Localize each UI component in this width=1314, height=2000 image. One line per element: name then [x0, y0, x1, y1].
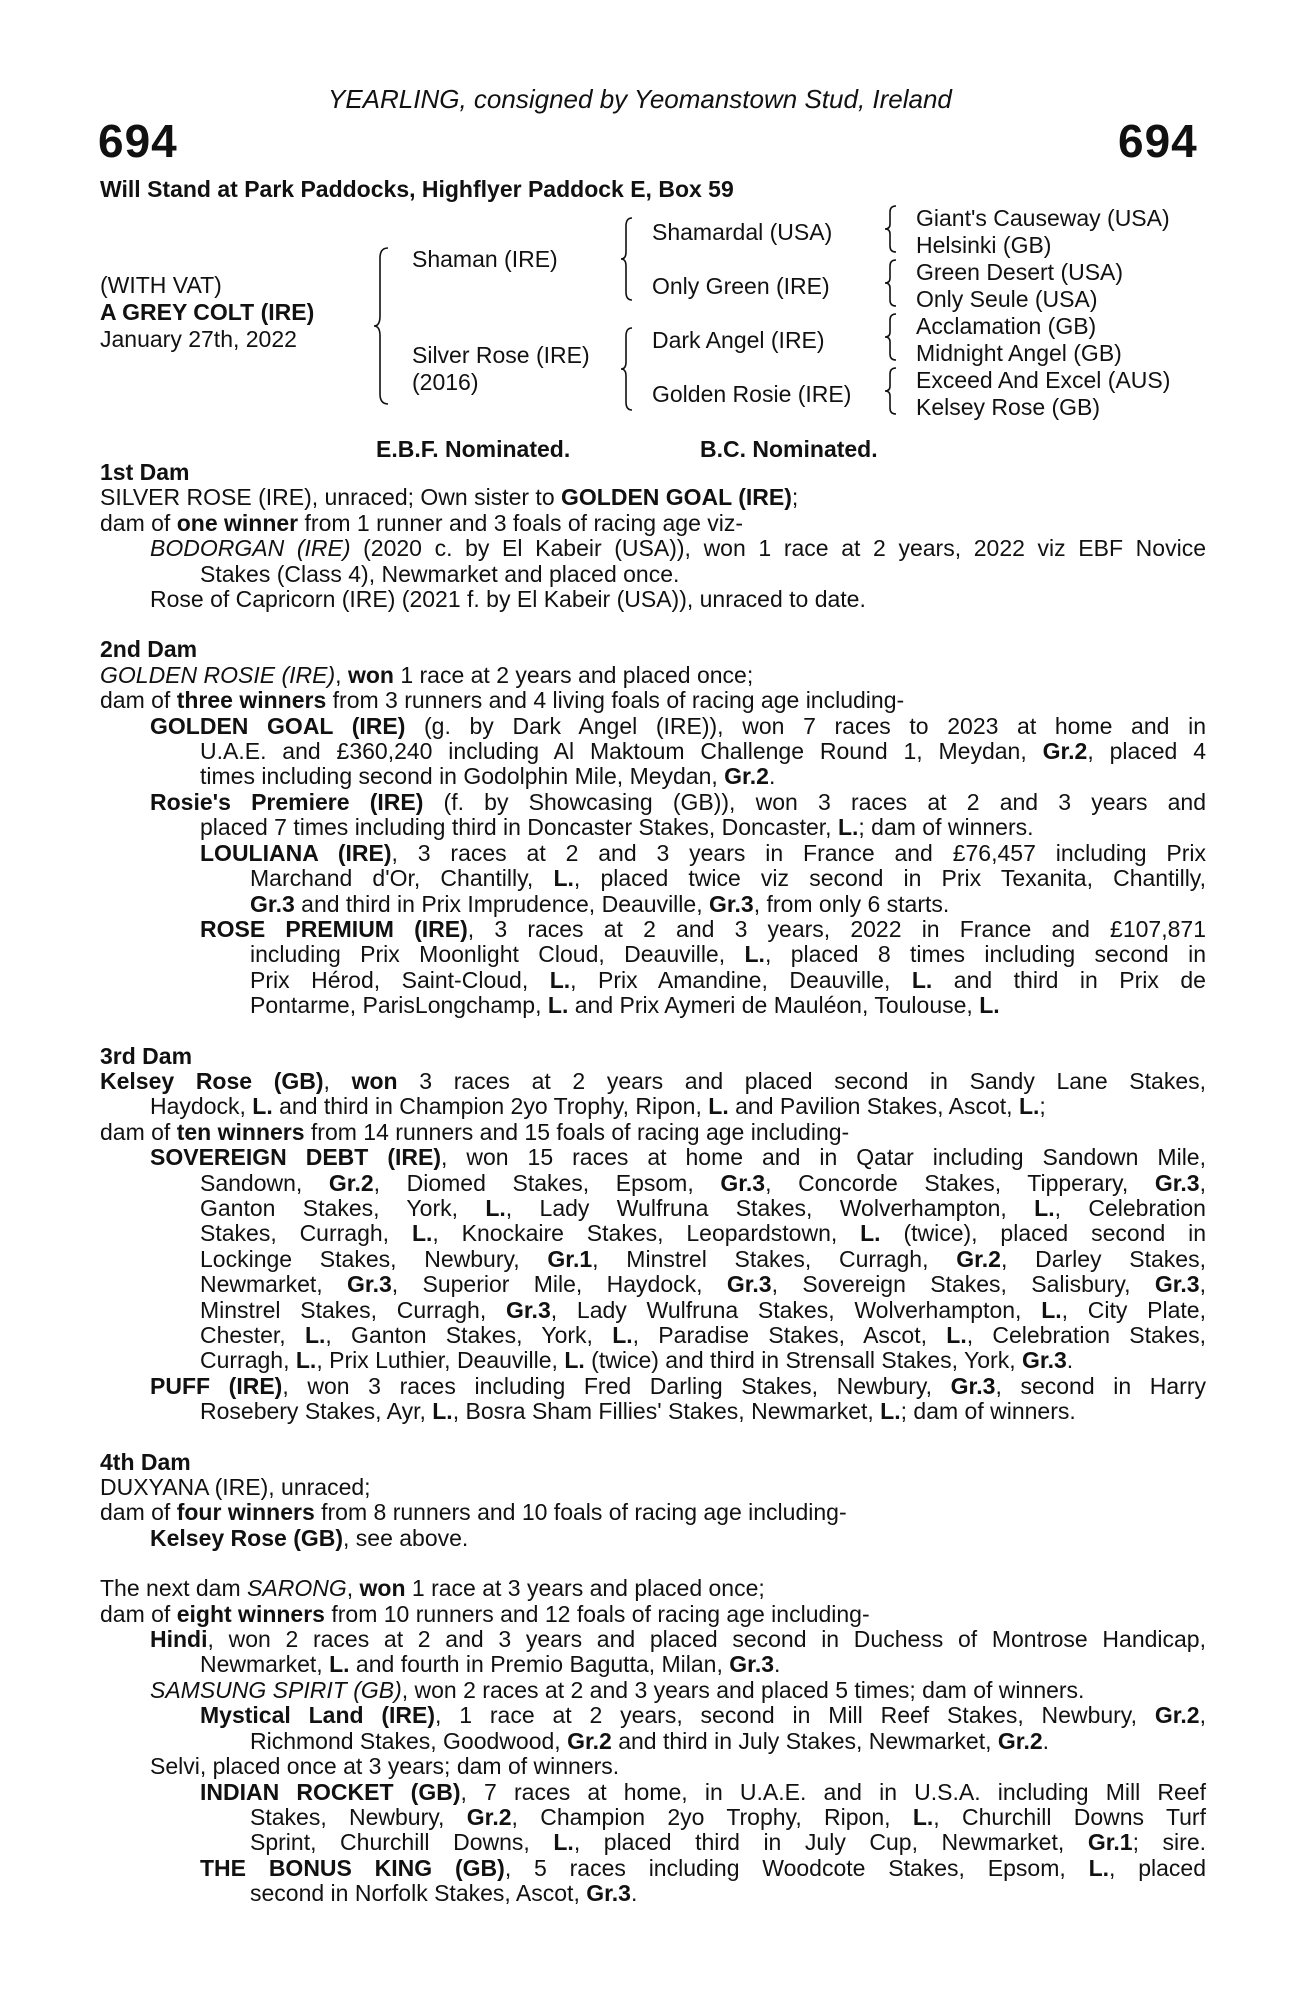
produce-entry: U.A.E. and £360,240 including Al Maktoum Challenge Round 1, Meydan, Gr.2, placed 4 — [200, 738, 1206, 765]
produce-entry: Marchand d'Or, Chantilly, L., placed twice viz second in Prix Texanita, Chantilly, — [250, 865, 1206, 892]
third-dam-section — [100, 1044, 1206, 1425]
produce-entry: THE BONUS KING (GB), 5 races including Woodcote Stakes, Epsom, L., placed — [200, 1854, 1206, 1881]
produce-entry: Ganton Stakes, York, L., Lady Wulfruna Stakes, Wolverhampton, L., Celebration — [200, 1194, 1206, 1221]
produce-entry: Newmarket, Gr.3, Superior Mile, Haydock, Gr.3, Sovereign Stakes, Salisbury, Gr.3, — [200, 1271, 1206, 1298]
produce-entry: including Prix Moonlight Cloud, Deauville, L., placed 8 times including second in — [250, 941, 1206, 968]
pedigree-brace-ds — [884, 312, 898, 362]
dam-line: GOLDEN ROSIE (IRE), won 1 race at 2 years and placed once; — [100, 661, 754, 688]
produce-entry: Sprint, Churchill Downs, L., placed third in July Cup, Newmarket, Gr.1; sire. — [250, 1829, 1207, 1856]
dam-line: Haydock, L. and third in Champion 2yo Trophy, Ripon, L. and Pavilion Stakes, Ascot, L.; — [150, 1093, 1046, 1120]
dam-line: dam of three winners from 3 runners and 4 living foals of racing age including- — [100, 687, 905, 714]
lot-number-right: 694 — [1118, 115, 1198, 167]
pedigree-brace-main — [372, 246, 390, 406]
produce-entry: SOVEREIGN DEBT (IRE), won 15 races at home and in Qatar including Sandown Mile, — [150, 1144, 1206, 1171]
produce-entry: Mystical Land (IRE), 1 race at 2 years, second in Mill Reef Stakes, Newbury, Gr.2, — [200, 1702, 1206, 1729]
produce-entry: Rosie's Premiere (IRE) (f. by Showcasing (GB)), won 3 races at 2 and 3 years and — [150, 788, 1207, 815]
pedigree-brace-dam — [620, 326, 634, 412]
dam-line: Kelsey Rose (GB), won 3 races at 2 years and placed second in Sandy Lane Stakes, — [100, 1067, 1207, 1094]
pedigree-dam: Silver Rose (IRE) — [412, 342, 590, 368]
bc-nomination: B.C. Nominated. — [700, 436, 878, 462]
pedigree-brace-dd — [884, 366, 898, 416]
stand-location: Will Stand at Park Paddocks, Highflyer Paddock E, Box 59 — [100, 176, 734, 202]
produce-entry: INDIAN ROCKET (GB), 7 races at home, in U.A.E. and in U.S.A. including Mill Reef — [200, 1778, 1206, 1805]
produce-entry: Stakes, Newbury, Gr.2, Champion 2yo Trophy, Ripon, L., Churchill Downs Turf — [250, 1803, 1206, 1830]
pedigree-brace-sd — [884, 258, 898, 308]
horse-name: A GREY COLT (IRE) — [100, 299, 315, 325]
pedigree-ggs-1: Giant's Causeway (USA) — [916, 205, 1170, 231]
produce-entry: SAMSUNG SPIRIT (GB), won 2 races at 2 and 3 years and placed 5 times; dam of winners. — [150, 1676, 1085, 1703]
pedigree-brace-sire — [620, 216, 634, 302]
produce-entry: Stakes (Class 4), Newmarket and placed once. — [200, 560, 680, 587]
produce-entry: Newmarket, L. and fourth in Premio Bagutta, Milan, Gr.3. — [200, 1651, 781, 1678]
produce-entry: Selvi, placed once at 3 years; dam of winners. — [150, 1753, 620, 1780]
produce-entry: placed 7 times including third in Doncaster Stakes, Doncaster, L.; dam of winners. — [200, 814, 1034, 841]
second-dam-section — [100, 637, 1206, 1018]
produce-entry: GOLDEN GOAL (IRE) (g. by Dark Angel (IRE)), won 7 races to 2023 at home and in — [150, 712, 1206, 739]
pedigree-sire-sire: Shamardal (USA) — [652, 219, 833, 245]
vat-note: (WITH VAT) — [100, 272, 222, 298]
produce-entry: Prix Hérod, Saint-Cloud, L., Prix Amandine, Deauville, L. and third in Prix de — [250, 966, 1206, 993]
produce-entry: BODORGAN (IRE) (2020 c. by El Kabeir (USA)), won 1 race at 2 years, 2022 viz EBF Novice — [150, 535, 1206, 562]
pedigree-dam-year: (2016) — [412, 369, 479, 395]
next-dam-section — [100, 1576, 1206, 1906]
section-heading: 2nd Dam — [100, 636, 198, 663]
dam-line: The next dam SARONG, won 1 race at 3 years and placed once; — [100, 1575, 765, 1602]
produce-entry: Rose of Capricorn (IRE) (2021 f. by El Kabeir (USA)), unraced to date. — [150, 586, 866, 613]
dam-line: DUXYANA (IRE), unraced; — [100, 1474, 371, 1501]
pedigree-ggs-8: Kelsey Rose (GB) — [916, 394, 1101, 420]
section-heading: 4th Dam — [100, 1448, 191, 1475]
produce-entry: second in Norfolk Stakes, Ascot, Gr.3. — [250, 1880, 638, 1907]
lot-number-left: 694 — [98, 115, 178, 167]
section-heading: 1st Dam — [100, 459, 190, 485]
dam-line: dam of ten winners from 14 runners and 15 foals of racing age including- — [100, 1118, 850, 1145]
pedigree-ggs-6: Midnight Angel (GB) — [916, 340, 1122, 366]
catalogue-body — [100, 460, 1206, 1907]
pedigree-brace-ss — [884, 204, 898, 254]
pedigree-ggs-4: Only Seule (USA) — [916, 286, 1098, 312]
pedigree-dam-sire: Dark Angel (IRE) — [652, 327, 825, 353]
pedigree-ggs-2: Helsinki (GB) — [916, 232, 1052, 258]
dam-line: SILVER ROSE (IRE), unraced; Own sister to GOLDEN GOAL (IRE); — [100, 484, 799, 511]
fourth-dam-section — [100, 1450, 1206, 1552]
ebf-nomination: E.B.F. Nominated. — [376, 436, 571, 462]
produce-entry: Sandown, Gr.2, Diomed Stakes, Epsom, Gr.3, Concorde Stakes, Tipperary, Gr.3, — [200, 1169, 1206, 1196]
pedigree-sire: Shaman (IRE) — [412, 246, 558, 272]
produce-entry: PUFF (IRE), won 3 races including Fred Darling Stakes, Newbury, Gr.3, second in Harry — [150, 1372, 1206, 1399]
pedigree-dam-dam: Golden Rosie (IRE) — [652, 381, 852, 407]
produce-entry: Pontarme, ParisLongchamp, L. and Prix Aymeri de Mauléon, Toulouse, L. — [250, 992, 1000, 1019]
dam-line: dam of eight winners from 10 runners and 12 foals of racing age including- — [100, 1600, 870, 1627]
pedigree-sire-dam: Only Green (IRE) — [652, 273, 830, 299]
produce-entry: Minstrel Stakes, Curragh, Gr.3, Lady Wulfruna Stakes, Wolverhampton, L., City Plate, — [200, 1296, 1206, 1323]
pedigree-ggs-7: Exceed And Excel (AUS) — [916, 367, 1171, 393]
produce-entry: Chester, L., Ganton Stakes, York, L., Paradise Stakes, Ascot, L., Celebration Stakes, — [200, 1322, 1206, 1348]
produce-entry: Richmond Stakes, Goodwood, Gr.2 and third in July Stakes, Newmarket, Gr.2. — [250, 1727, 1050, 1754]
produce-entry: Kelsey Rose (GB), see above. — [150, 1524, 469, 1551]
dam-line: dam of four winners from 8 runners and 10 foals of racing age including- — [100, 1499, 847, 1526]
produce-entry: Stakes, Curragh, L., Knockaire Stakes, Leopardstown, L. (twice), placed second in — [200, 1220, 1207, 1247]
produce-entry: Gr.3 and third in Prix Imprudence, Deauville, Gr.3, from only 6 starts. — [250, 890, 950, 917]
produce-entry: Hindi, won 2 races at 2 and 3 years and placed second in Duchess of Montrose Handicap, — [150, 1626, 1206, 1653]
dam-line: dam of one winner from 1 runner and 3 foals of racing age viz- — [100, 509, 744, 536]
produce-entry: LOULIANA (IRE), 3 races at 2 and 3 years in France and £76,457 including Prix — [200, 839, 1206, 866]
pedigree-ggs-5: Acclamation (GB) — [916, 313, 1097, 339]
consignor-subtitle: YEARLING, consigned by Yeomanstown Stud, Ireland — [328, 84, 952, 114]
produce-entry: Curragh, L., Prix Luthier, Deauville, L. (twice) and third in Strensall Stakes, York, Gr.3. — [200, 1347, 1074, 1374]
first-dam-section — [100, 460, 1206, 612]
produce-entry: Lockinge Stakes, Newbury, Gr.1, Minstrel Stakes, Curragh, Gr.2, Darley Stakes, — [200, 1245, 1206, 1272]
section-heading: 3rd Dam — [100, 1042, 193, 1069]
produce-entry: times including second in Godolphin Mile, Meydan, Gr.2. — [200, 763, 776, 790]
horse-dob: January 27th, 2022 — [100, 326, 297, 352]
produce-entry: Rosebery Stakes, Ayr, L., Bosra Sham Fillies' Stakes, Newmarket, L.; dam of winners. — [200, 1398, 1076, 1425]
produce-entry: ROSE PREMIUM (IRE), 3 races at 2 and 3 years, 2022 in France and £107,871 — [200, 915, 1206, 942]
pedigree-ggs-3: Green Desert (USA) — [916, 259, 1124, 285]
